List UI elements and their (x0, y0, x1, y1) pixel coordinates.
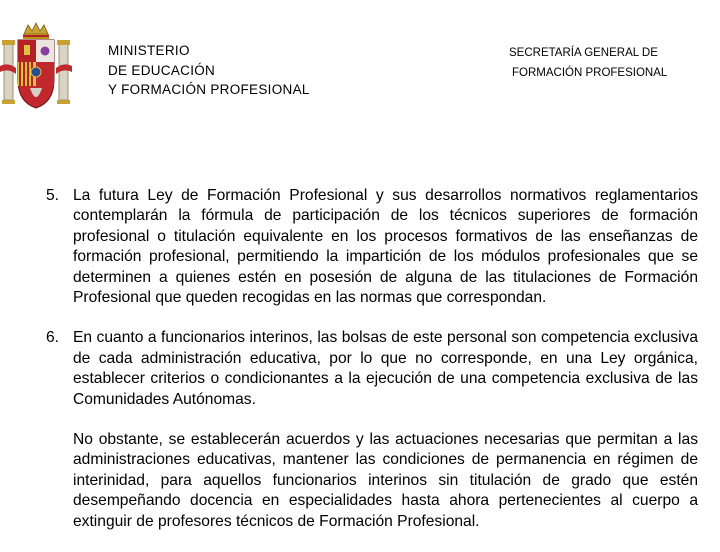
document-body (0, 186, 720, 552)
ministry-line: DE EDUCACIÓN (108, 62, 216, 78)
list-item (0, 186, 720, 308)
coat-of-arms-icon (0, 22, 72, 112)
secretaria-line: FORMACIÓN PROFESIONAL (512, 67, 668, 79)
ministry-name (108, 41, 310, 100)
paragraph: En cuanto a funcionarios interinos, las bolsas de este personal son competencia exclusiva de cada administración educativa, por lo que no corresponde, en una Ley orgánica, establecer criterios o condicionantes a la ejecución de una competencia exclusiva de las Comunidades Autónomas. (73, 329, 698, 408)
list-item-number: 5. (46, 187, 60, 204)
list-item-number: 6. (46, 329, 60, 347)
ministry-line: Y FORMACIÓN PROFESIONAL (108, 82, 310, 97)
paragraph: La futura Ley de Formación Profesional y sus desarrollos normativos reglamentarios contemplarán la fórmula de participación de los técnicos superiores de formación profesional o titulación equivalente en los procesos formativos de las enseñanzas de formación profesional, permitiendo la impartición de los módulos profesionales que se determinen a quienes estén en posesión de alguna de las titulaciones de Formación Profesional que queden recogidas en las normas que correspondan. (73, 187, 698, 307)
secretaria-line: SECRETARÍA GENERAL DE (509, 47, 658, 59)
secretaria-name (509, 43, 667, 83)
ministry-line: MINISTERIO (108, 43, 190, 58)
paragraph: No obstante, se establecerán acuerdos y las actuaciones necesarias que permitan a las administraciones educativas, mantener las condiciones de permanencia en régimen de interinidad, para aquellos funcionarios interinos sin titulación de grado que estén desempeñando docencia en especialidades hasta ahora pertenecientes al cuerpo a extinguir de profesores técnicos de Formación Profesional. (73, 431, 698, 530)
list-item (0, 328, 720, 532)
